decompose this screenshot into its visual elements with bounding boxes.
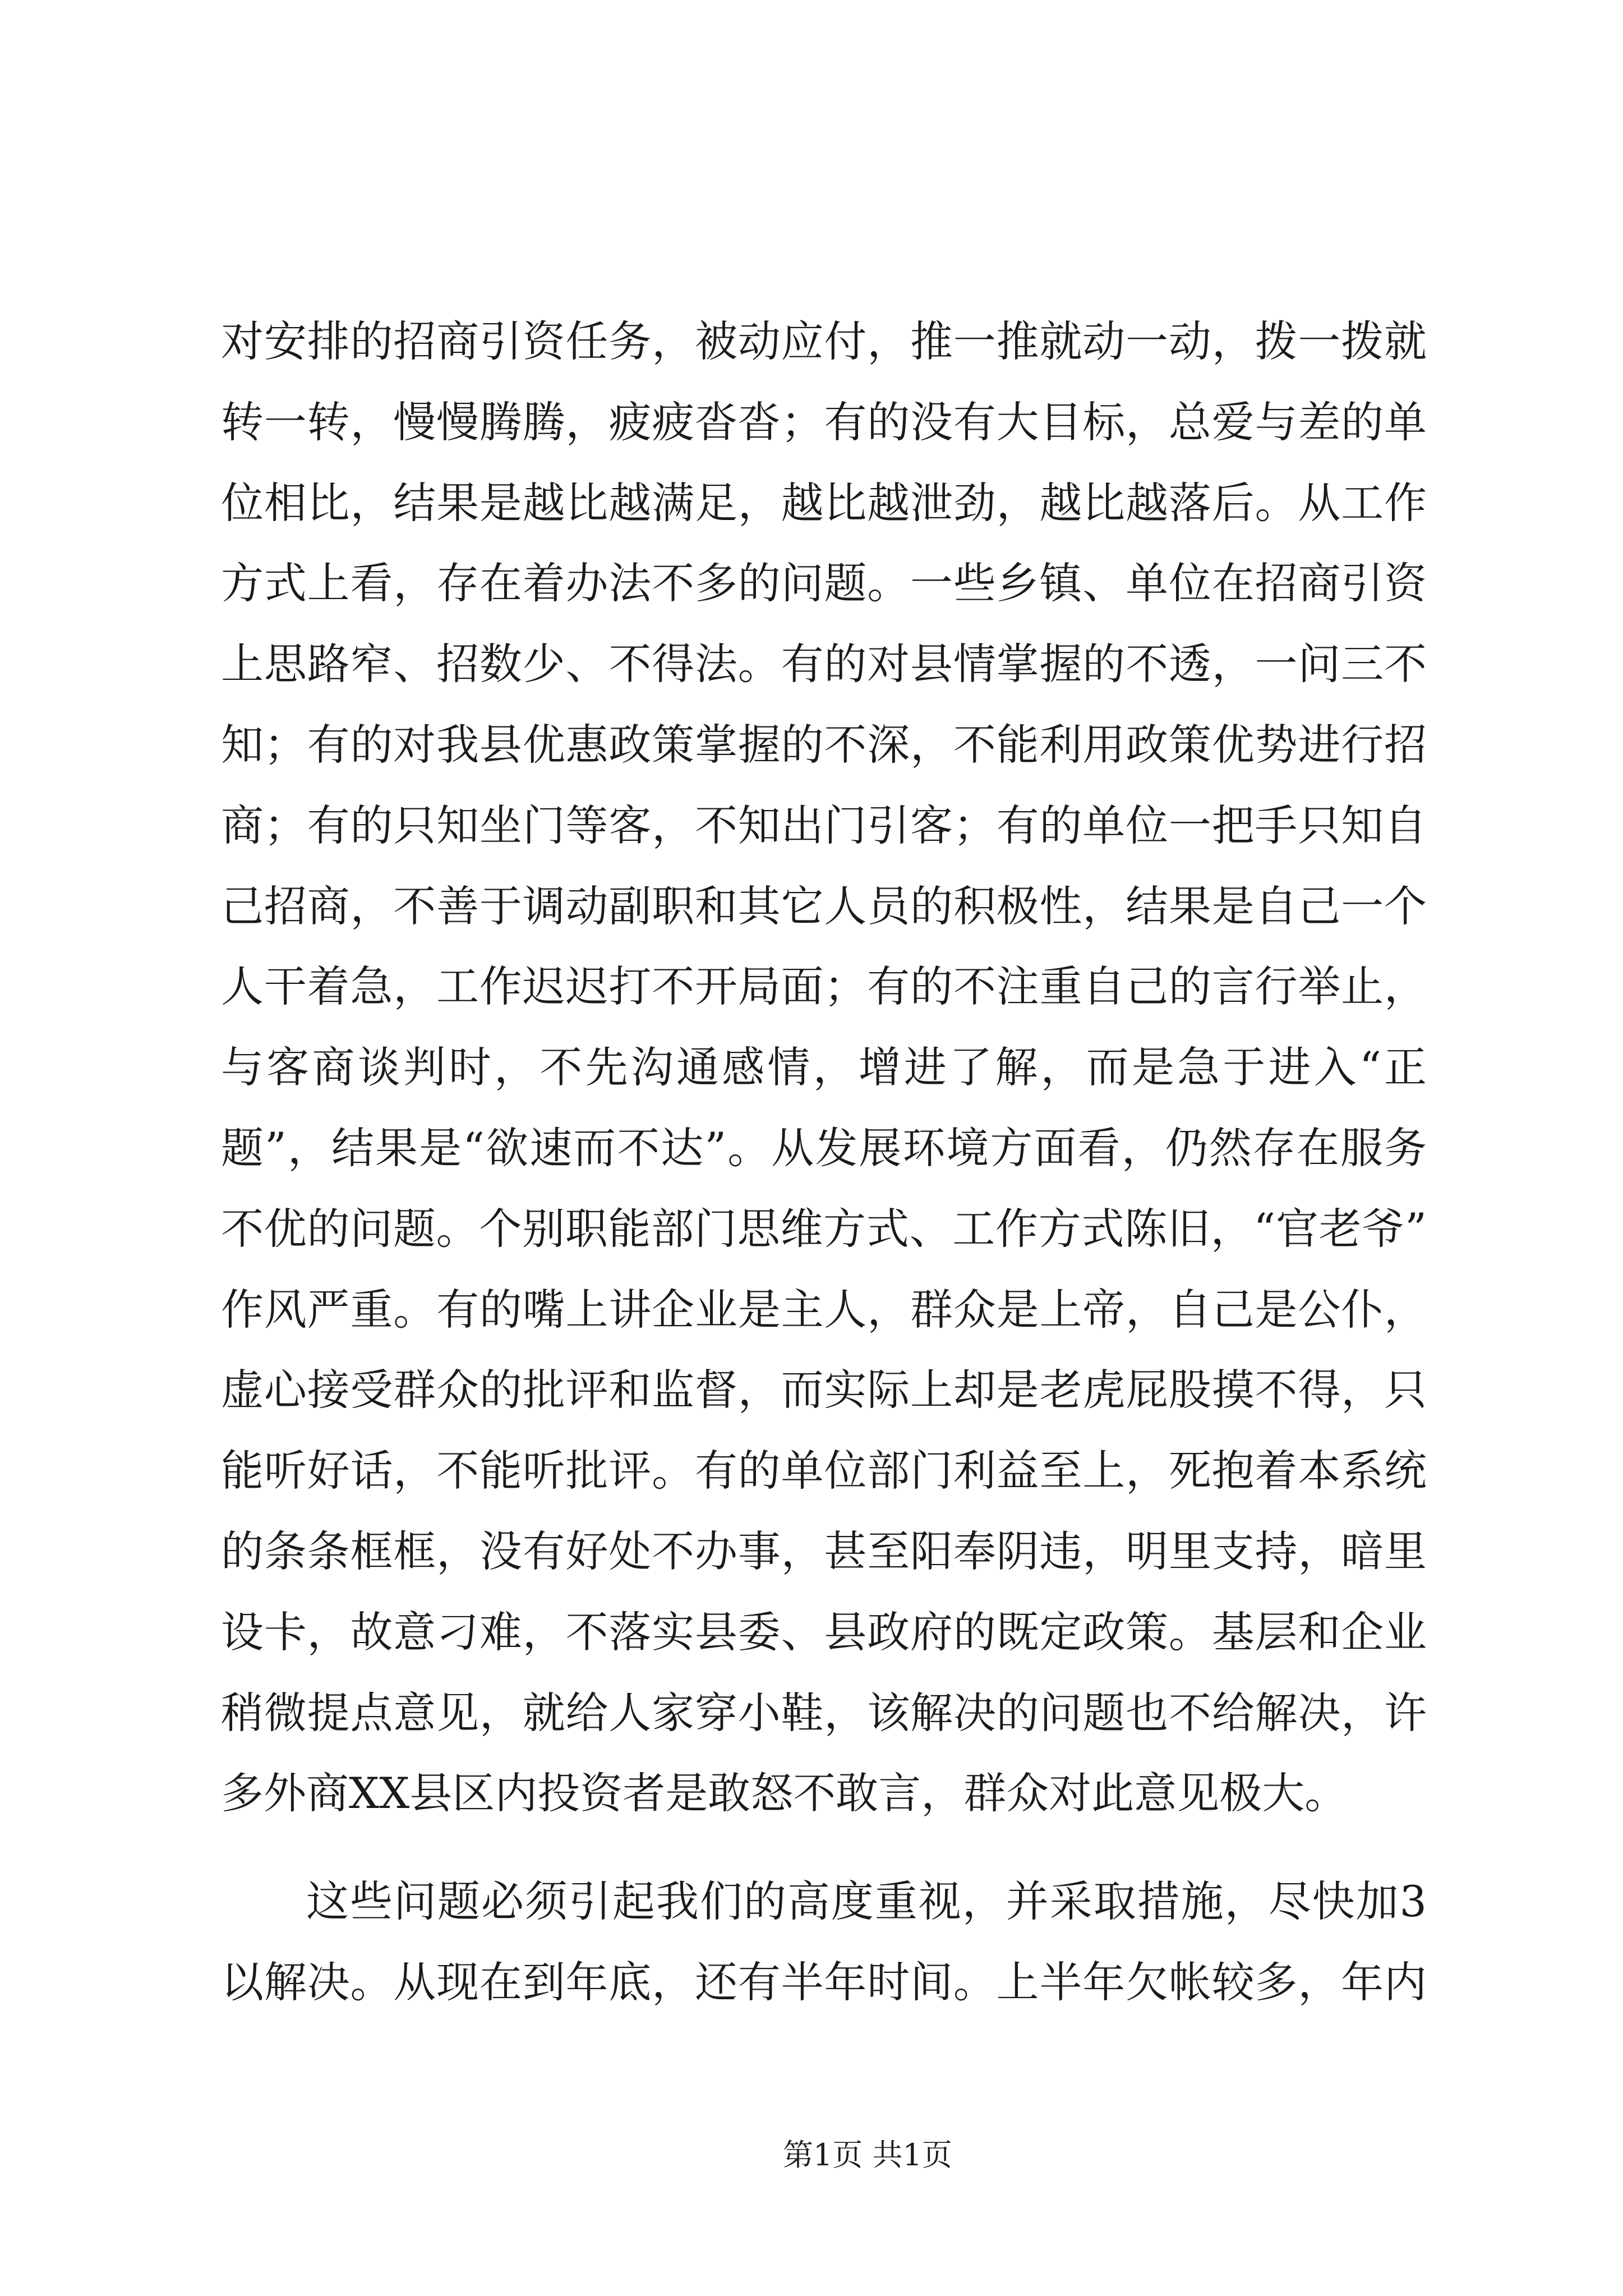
text-line: 己招商，不善于调动副职和其它人员的积极性，结果是自己一个 [221,881,1427,931]
text-line: 能听好话，不能听批评。有的单位部门利益至上，死抱着本系统 [221,1446,1427,1496]
text-line: 方式上看，存在着办法不多的问题。一些乡镇、单位在招商引资 [221,558,1427,608]
text-line: 设卡，故意刁难，不落实县委、县政府的既定政策。基层和企业 [221,1607,1427,1657]
text-line: 知；有的对我县优惠政策掌握的不深，不能利用政策优势进行招 [221,720,1427,770]
text-line: 以解决。从现在到年底，还有半年时间。上半年欠帐较多，年内 [221,1957,1427,2007]
text-line: 与客商谈判时，不先沟通感情，增进了解，而是急于进入“正 [221,1042,1427,1092]
text-line: 转一转，慢慢腾腾，疲疲沓沓；有的没有大目标，总爱与差的单 [221,397,1427,447]
text-line: 不优的问题。个别职能部门思维方式、工作方式陈旧，“官老爷” [221,1204,1427,1254]
text-line: 商；有的只知坐门等客，不知出门引客；有的单位一把手只知自 [221,800,1427,850]
text-line: 位相比，结果是越比越满足，越比越泄劲，越比越落后。从工作 [221,478,1427,528]
text-line: 作风严重。有的嘴上讲企业是主人，群众是上帝，自己是公仆， [221,1285,1427,1335]
page-number-footer: 第1页 共1页 [783,2137,952,2173]
text-line: 的条条框框，没有好处不办事，甚至阳奉阴违，明里支持，暗里 [221,1526,1427,1576]
text-line: 对安排的招商引资任务，被动应付，推一推就动一动，拨一拨就 [221,316,1427,366]
text-line: 人干着急，工作迟迟打不开局面；有的不注重自己的言行举止， [221,961,1427,1011]
paragraph-first-line: 这些问题必须引起我们的高度重视，并采取措施，尽快加3 [306,1876,1427,1926]
text-line: 稍微提点意见，就给人家穿小鞋，该解决的问题也不给解决，许 [221,1688,1427,1738]
text-line: 题”，结果是“欲速而不达”。从发展环境方面看，仍然存在服务 [221,1123,1427,1173]
text-line: 上思路窄、招数少、不得法。有的对县情掌握的不透，一问三不 [221,639,1427,689]
text-line: 虚心接受群众的批评和监督，而实际上却是老虎屁股摸不得，只 [221,1365,1427,1415]
paragraph-end-line: 多外商XX县区内投资者是敢怒不敢言，群众对此意见极大。 [221,1768,1348,1818]
